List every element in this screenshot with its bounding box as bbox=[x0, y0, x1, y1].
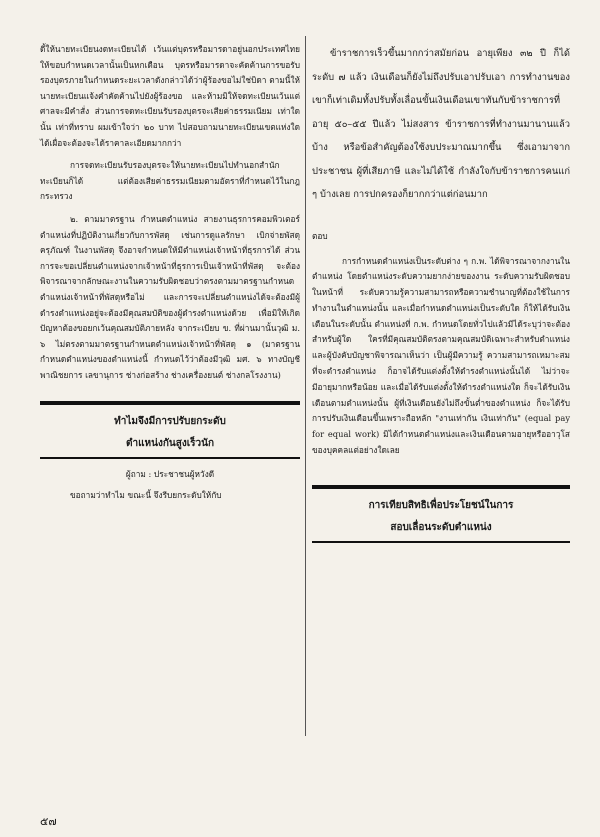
heading-bottom-rule bbox=[40, 457, 300, 459]
right-heading-line-1: การเทียบสิทธิเพื่อประโยชน์ในการ bbox=[368, 499, 514, 511]
question-text: ขอถามว่าทำไม ขณะนี้ จึงรีบยกระดับให้กับ bbox=[70, 490, 222, 501]
right-heading-box bbox=[312, 485, 570, 543]
left-paragraph-3: ๒. ตามมาตรฐาน กำหนดตำแหน่ง สายงานธุรการคอมพิวเตอร์ ตำแหน่งที่ปฏิบัติงานเกี่ยวกับการพัสดุ เช่นการดูแลรักษา เบิกจ่ายพัสดุครุภัณฑ์ ในงานพัสดุ จึงอาจกำหนดให้มีตำแหน่งเจ้าหน้าที่ธุรการได้ ส่วนการจะขอเปลี่ยนตำแหน่งจากเจ้าหน้าที่ธุรการเป็นเจ้าหน้าที่พัสดุ จะต้องพิจารณาจากลักษณะงานในความรับผิดชอบว่าตรงตามมาตรฐานกำหนดตำแหน่งเจ้าหน้าที่พัสดุหรือไม่ และการจะเปลี่ยนตำแหน่งได้จะต้องมีผู้ดำรงตำแหน่งอยู่จะต้องมีคุณสมบัติของผู้ดำรงตำแหน่งด้วย เพื่อมิให้เกิดปัญหาต้องขอยกเว้นคุณสมบัติภายหลัง จากระเบียบ ข. ที่ผ่านมานั้นวุฒิ ม. ๖ ไม่ตรงตามมาตรฐานกำหนดตำแหน่งเจ้าหน้าที่พัสดุ ๑ (มาตรฐานกำหนดตำแหน่งของตำแหน่งนี้ กำหนดไว้ว่าต้องมีวุฒิ มศ. ๖ ทางบัญชี พาณิชยการ เลขานุการ ช่างก่อสร้าง ช่างเครื่องยนต์ ช่างกลโรงงาน) bbox=[40, 213, 300, 380]
page-number: ๕๗ bbox=[40, 815, 57, 828]
left-paragraph-2: การจดทะเบียนรับรองบุตรจะให้นายทะเบียนไปทำนอกสำนักทะเบียนก็ได้ แต่ต้องเสียค่าธรรมเนียมตามอัตราที่กำหนดไว้ในกฎกระทรวง bbox=[40, 160, 300, 202]
question-heading-line-1: ทำไมจึงมีการปรับยกระดับ bbox=[114, 416, 226, 428]
right-paragraph-1: ข้าราชการเร็วขึ้นมากกว่าสมัยก่อน อายุเพียง ๓๒ ปี ก็ได้ระดับ ๗ แล้ว เงินเดือนก็ยังไม่ถึงปรับเอาปรับเอา การทำงานของเขาก็เท่าเดิมทั้งปรับทั้งเลื่อนขั้นเงินเดือนเขาทันกับข้าราชการที่อายุ ๕๐–๕๕ ปีแล้ว ไม่สงสาร ข้าราชการที่ทำงานมานานแล้ว บ้าง หรือข้อสำคัญต้องใช้งบประมาณมากขึ้น ซึ่งเอามาจากประชาชน ผู้ที่เสียภาษี และไม่ได้ใช้ กำลังใจกับข้าราชการคนแก่ ๆ บ้างเลย การปกครองก็ยากกว่าแต่ก่อนมาก bbox=[312, 48, 570, 200]
question-heading-line-2: ตำแหน่งกันสูงเร็วนัก bbox=[125, 438, 215, 450]
question-box-left bbox=[40, 401, 300, 503]
question-heading bbox=[40, 405, 300, 457]
answer-label: ตอบ bbox=[312, 230, 328, 241]
left-column bbox=[40, 42, 300, 503]
question-byline: ผู้ถาม : ประชาชนผู้หวังดี bbox=[125, 469, 215, 480]
right-heading-line-2: สอบเลื่อนระดับตำแหน่ง bbox=[390, 521, 492, 533]
left-paragraph-1: ดี้ให้นายทะเบียนงดทะเบียนได้ เว้นแต่บุตรหรือมารดาอยู่นอกประเทศไทย ให้ขอบกำหนดเวลานั้นเป็นหกเดือน บุตรหรือมารดาจะคัดค้านการขอรับรองบุตรภายในกำหนดระยะเวลาดังกล่าวได้ว่าผู้ร้องขอไม่ใช่บิดา ตามนี้ให้นายทะเบียนแจ้งคำคัดค้านไปยังผู้ร้องขอ และห้ามมิให้จดทะเบียนเว้นแต่ศาลจะมีคำสั่ง ส่วนการจดทะเบียนรับรองบุตรจะเสียค่าธรรมเนียม เท่าใดนั้น เท่าที่ทราบ ผมเข้าใจว่า ๒๐ บาท ไปสอบถามนายทะเบียนเขตแห่งใดได้เผื่อจะต้องจะได้ราคาละเอียดมากกว่า bbox=[40, 44, 300, 148]
right-heading-bottom-rule bbox=[312, 541, 570, 543]
answer-paragraph: การกำหนดตำแหน่งเป็นระดับต่าง ๆ ก.พ. ได้พิจารณาจากงานในตำแหน่ง โดยตำแหน่งระดับความยากง่ายของงาน ระดับความรับผิดชอบในหน้าที่ ระดับความรู้ความสามารถหรือความชำนาญที่ต้องใช้ในการทำงานในตำแหน่งนั้น และเมื่อกำหนดตำแหน่งเป็นระดับใด ก็ให้ได้รับเงินเดือนในระดับนั้น ตำแหน่งที่ ก.พ. กำหนดโดยทั่วไปแล้วมีได้ระบุว่าจะต้องสำหรับผู้ใด ใครที่มีคุณสมบัติตรงตามคุณสมบัติเฉพาะสำหรับตำแหน่ง และผู้บังคับบัญชาพิจารณาเห็นว่า เป็นผู้มีความรู้ ความสามารถเหมาะสมที่จะดำรงตำแหน่ง ก็อาจได้รับแต่งตั้งให้ดำรงตำแหน่งนั้นได้ ไม่ว่าจะมีอายุมากหรือน้อย และเมื่อได้รับแต่งตั้งให้ดำรงตำแหน่งใด ก็จะได้รับเงินเดือนตามตำแหน่งนั้น ผู้ที่เงินเดือนยังไม่ถึงขั้นต่ำของตำแหน่ง ก็จะได้รับการปรับเงินเดือนขึ้นเพราะถือหลัก "งานเท่ากัน เงินเท่ากัน" (equal pay for equal work) มิได้กำหนดตำแหน่งและเงินเดือนตามอายุหรืออาวุโสของบุคคลแต่อย่างใดเลย bbox=[312, 255, 570, 456]
column-divider bbox=[305, 36, 306, 736]
right-column bbox=[312, 42, 570, 543]
right-heading bbox=[312, 489, 570, 541]
